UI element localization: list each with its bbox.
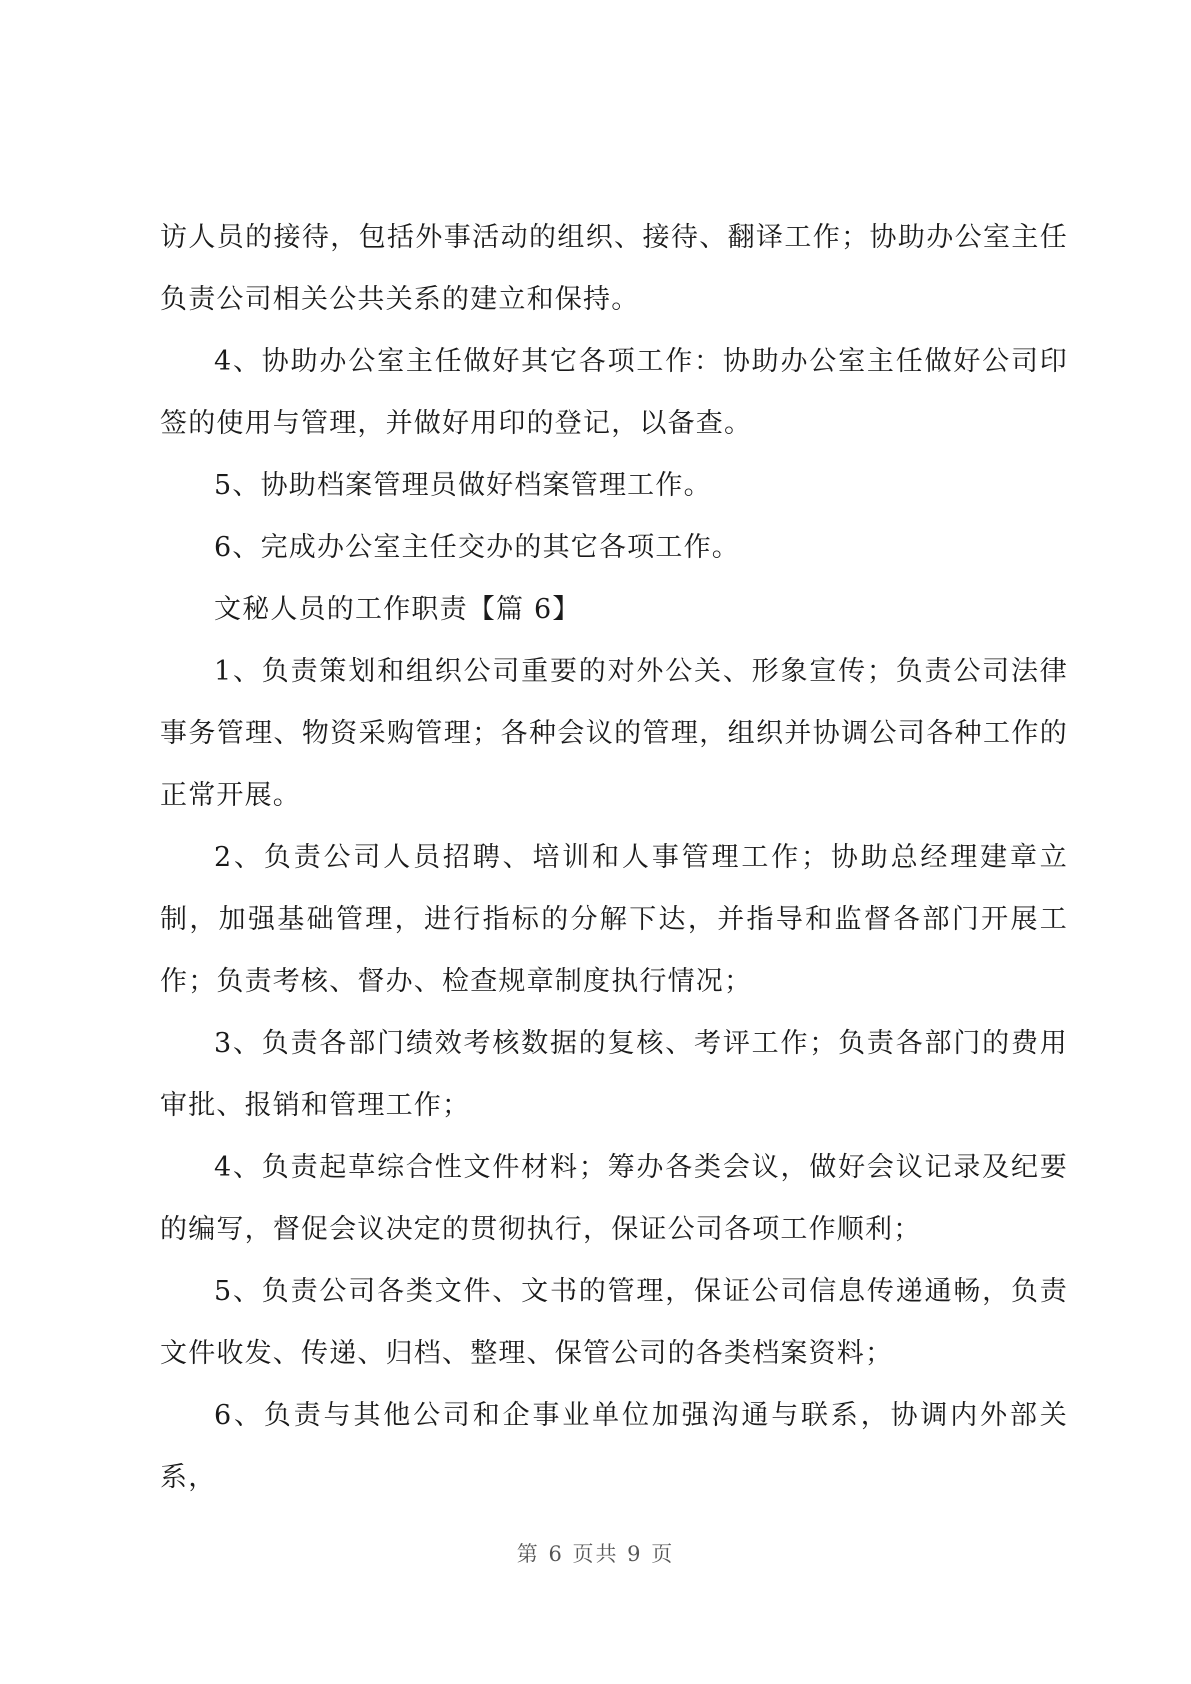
paragraph-duty-1: 1、负责策划和组织公司重要的对外公关、形象宣传；负责公司法律事务管理、物资采购管理；各种会议的管理，组织并协调公司各种工作的正常开展。 — [160, 656, 1068, 811]
paragraph-duty-3: 3、负责各部门绩效考核数据的复核、考评工作；负责各部门的费用审批、报销和管理工作； — [160, 1028, 1068, 1121]
page-footer: 第 6 页共 9 页 — [516, 1542, 675, 1566]
document-body — [160, 207, 1068, 1509]
paragraph-item-6: 6、完成办公室主任交办的其它各项工作。 — [214, 532, 740, 563]
paragraph-continuation: 访人员的接待，包括外事活动的组织、接待、翻译工作；协助办公室主任负责公司相关公共关系的建立和保持。 — [160, 222, 1068, 315]
paragraph-duty-6: 6、负责与其他公司和企事业单位加强沟通与联系，协调内外部关系， — [160, 1400, 1068, 1493]
section-heading: 文秘人员的工作职责【篇 6】 — [214, 594, 581, 625]
paragraph-item-4: 4、协助办公室主任做好其它各项工作：协助办公室主任做好公司印签的使用与管理，并做好用印的登记，以备查。 — [160, 346, 1068, 439]
paragraph-duty-5: 5、负责公司各类文件、文书的管理，保证公司信息传递通畅，负责文件收发、传递、归档、整理、保管公司的各类档案资料； — [160, 1276, 1068, 1369]
paragraph-item-5: 5、协助档案管理员做好档案管理工作。 — [214, 470, 712, 501]
paragraph-duty-4: 4、负责起草综合性文件材料；筹办各类会议，做好会议记录及纪要的编写，督促会议决定的贯彻执行，保证公司各项工作顺利； — [160, 1152, 1068, 1245]
paragraph-duty-2: 2、负责公司人员招聘、培训和人事管理工作；协助总经理建章立制，加强基础管理，进行指标的分解下达，并指导和监督各部门开展工作；负责考核、督办、检查规章制度执行情况； — [160, 842, 1068, 997]
